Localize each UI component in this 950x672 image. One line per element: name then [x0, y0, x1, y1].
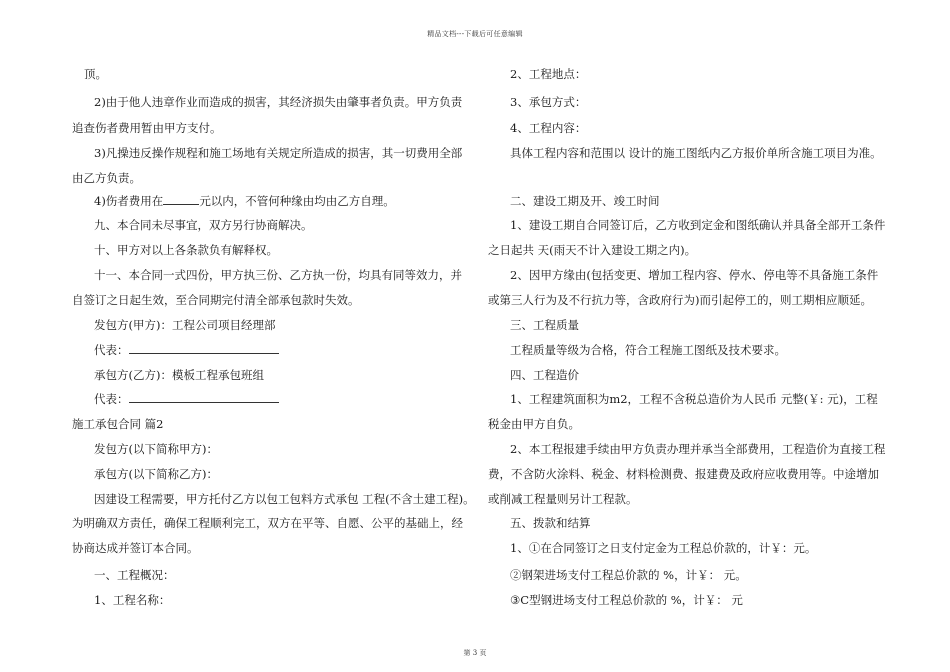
text-line: 四、工程造价: [510, 368, 579, 382]
text-line: 二、建设工期及开、竣工时间: [510, 194, 660, 208]
signature-line: [94, 343, 279, 357]
text-segment: 元以内，不管何种缘由均由乙方自理。: [199, 194, 395, 208]
text-line: 为明确双方责任，确保工程顺利完工，双方在平等、自愿、公平的基础上，经: [72, 516, 463, 530]
text-line: ③C型钢进场支付工程总价款的 %，计￥： 元: [510, 593, 743, 607]
text-segment: 代表：: [94, 392, 129, 406]
text-line: 1、工程名称：: [94, 593, 171, 607]
text-line: 1、工程建筑面积为m2，工程不含税总造价为人民币 元整(￥: 元)，工程: [510, 392, 878, 406]
page-header: 精品文档---下载后可任意编辑: [427, 30, 523, 38]
text-line: 3、承包方式：: [510, 95, 587, 109]
text-line: 之日起共 天(雨天不计入建设工期之内)。: [488, 243, 697, 257]
text-line: 五、拨款和结算: [510, 516, 591, 530]
injury-cost-line: [94, 194, 395, 208]
text-line: 具体工程内容和范围以 设计的施工图纸内乙方报价单所含施工项目为准。: [510, 146, 882, 160]
text-line: 因建设工程需要，甲方托付乙方以包工包料方式承包 工程(不含土建工程)。: [94, 492, 475, 506]
text-line: 一、工程概况：: [94, 568, 175, 582]
text-line: 十、甲方对以上各条款负有解释权。: [94, 243, 278, 257]
text-line: 1、建设工期自合同签订后，乙方收到定金和图纸确认并具备全部开工条件: [510, 218, 886, 232]
text-line: 2、本工程报建手续由甲方负责办理并承当全部费用，工程造价为直接工程: [510, 442, 886, 456]
text-line: 费，不含防火涂料、税金、材料检测费、报建费及政府应收费用等。中途增加: [488, 467, 879, 481]
text-line: 2、工程地点：: [510, 67, 587, 81]
blank-field: [129, 343, 279, 354]
text-line: 3)凡操违反操作规程和施工场地有关规定所造成的损害，其一切费用全部: [94, 146, 463, 160]
text-line: 追查伤者费用暂由甲方支付。: [72, 121, 222, 135]
text-line: 发包方(以下简称甲方)：: [94, 442, 218, 456]
text-line: 十一、本合同一式四份，甲方执三份、乙方执一份，均具有同等效力，并: [94, 268, 462, 282]
text-line: 九、本合同未尽事宜，双方另行协商解决。: [94, 218, 313, 232]
blank-field: [163, 194, 199, 205]
text-line: 顶。: [84, 67, 107, 81]
text-segment: 4)伤者费用在: [94, 194, 164, 208]
text-line: 工程质量等级为合格，符合工程施工图纸及技术要求。: [510, 343, 786, 357]
text-line: 1、①在合同签订之日支付定金为工程总价款的，计￥：元。: [510, 541, 817, 555]
text-line: 发包方(甲方)：工程公司项目经理部: [94, 318, 276, 332]
text-line: ②钢架进场支付工程总价款的 %，计￥： 元。: [510, 568, 747, 582]
text-line: 2)由于他人违章作业而造成的损害，其经济损失由肇事者负责。甲方负责: [94, 95, 463, 109]
text-line: 或削减工程量则另计工程款。: [488, 492, 638, 506]
text-line: 2、因甲方缘由(包括变更、增加工程内容、停水、停电等不具备施工条件: [510, 268, 879, 282]
signature-line: [94, 392, 279, 406]
text-line: 承包方(乙方)：模板工程承包班组: [94, 368, 264, 382]
text-line: 税金由甲方自负。: [488, 417, 580, 431]
text-line: 承包方(以下简称乙方)：: [94, 467, 218, 481]
text-line: 三、工程质量: [510, 318, 579, 332]
blank-field: [129, 392, 279, 403]
page-number: 第 3 页: [463, 649, 487, 657]
section-title: 施工承包合同 篇2: [72, 417, 164, 431]
text-line: 或第三人行为及不行抗力等，含政府行为)而引起停工的，则工期相应顺延。: [488, 293, 872, 307]
text-segment: 代表：: [94, 343, 129, 357]
text-line: 自签订之日起生效，至合同期完付清全部承包款时失效。: [72, 293, 360, 307]
text-line: 4、工程内容：: [510, 121, 587, 135]
text-line: 协商达成并签订本合同。: [72, 541, 199, 555]
text-line: 由乙方负责。: [72, 171, 141, 185]
